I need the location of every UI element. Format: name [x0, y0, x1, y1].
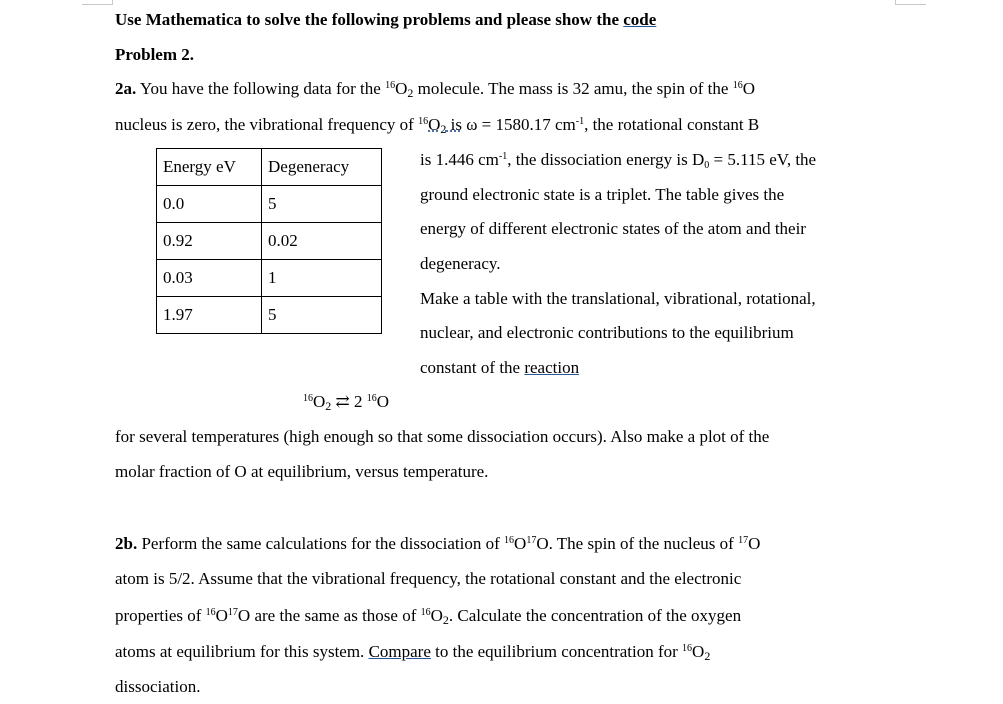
- table-cell: 0.92: [157, 223, 262, 260]
- code-link-text: code: [623, 10, 657, 29]
- side-line-3: energy of different electronic states of the atom and their: [420, 219, 806, 238]
- p2b-line-1: 2b. Perform the same calculations for the dissociation of $^{16}O^{17}O$. The spin of the nucleus of $^{17}$O: [115, 534, 761, 553]
- table-cell: 0.03: [157, 260, 262, 297]
- p2b-line-3: properties of $^{16}O^{17}O$ are the same as those of $^{16}O_2$. Calculate the concentration of the oxygen: [115, 606, 742, 627]
- compare-link-text: Compare: [368, 642, 431, 661]
- page-corner-mark-right: [895, 0, 926, 5]
- p2b-line-2: atom is 5/2. Assume that the vibrational frequency, the rotational constant and the electronic: [115, 569, 742, 588]
- p2b-line-5: dissociation.: [115, 677, 201, 696]
- p2a-line-2: nucleus is zero, the vibrational frequency of $^{16}O_2$ is ω = 1580.17 $cm^{-1}$, the rotational constant B: [115, 115, 760, 136]
- energy-degeneracy-table: [156, 148, 382, 334]
- header-degeneracy: Degeneracy: [262, 149, 382, 186]
- instruction-line: Use Mathematica to solve the following problems and please show the code: [115, 10, 657, 29]
- table-cell: 1.97: [157, 297, 262, 334]
- table-cell: 5: [262, 186, 382, 223]
- page-corner-mark-left: [82, 0, 113, 5]
- table-cell: 0.0: [157, 186, 262, 223]
- table-row: [157, 260, 382, 297]
- p2a-line-1: 2a. You have the following data for the $^{16}O_2$ molecule. The mass is 32 amu, the spin of the $^{16}$O: [115, 79, 755, 100]
- table-row: [157, 223, 382, 260]
- side-line-5: Make a table with the translational, vibrational, rotational,: [420, 289, 816, 308]
- side-line-2: ground electronic state is a triplet. The table gives the: [420, 185, 785, 204]
- header-energy: Energy eV: [157, 149, 262, 186]
- table-cell: 1: [262, 260, 382, 297]
- side-line-1: is 1.446 $cm^{-1}$, the dissociation energy is $D_0 = 5.115$ eV, the: [420, 150, 817, 171]
- side-line-4: degeneracy.: [420, 254, 501, 273]
- p2b-line-4: atoms at equilibrium for this system. Compare to the equilibrium concentration for $^{16}O_2$: [115, 642, 711, 663]
- reaction-equation: $^{16}O_2$ ⇄ 2 $^{16}$O: [303, 392, 390, 413]
- table-cell: 5: [262, 297, 382, 334]
- problem-title: Problem 2.: [115, 45, 195, 64]
- side-line-7: constant of the reaction: [420, 358, 580, 377]
- side-line-6: nuclear, and electronic contributions to the equilibrium: [420, 323, 794, 342]
- table-row: [157, 297, 382, 334]
- p2a-after-line-1: for several temperatures (high enough so that some dissociation occurs). Also make a plot of the: [115, 427, 770, 446]
- table-cell: 0.02: [262, 223, 382, 260]
- table-header-row: [157, 149, 382, 186]
- table-row: [157, 186, 382, 223]
- p2a-after-line-2: molar fraction of O at equilibrium, versus temperature.: [115, 462, 489, 481]
- reaction-link-text: reaction: [524, 358, 580, 377]
